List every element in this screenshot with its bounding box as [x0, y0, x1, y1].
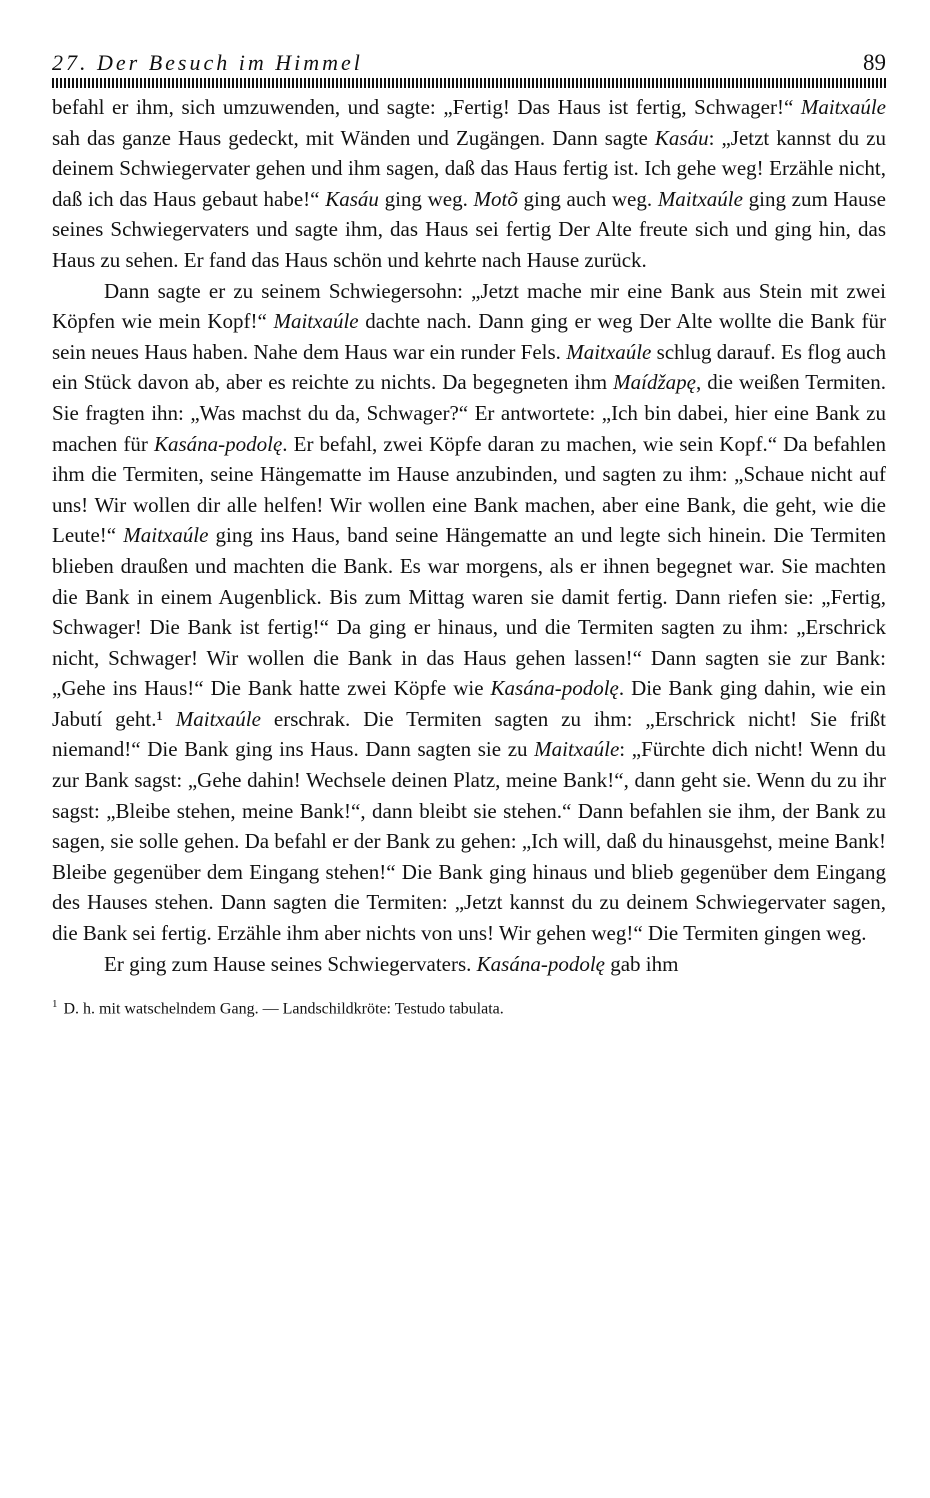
italic-name: Maitxaúle [175, 706, 261, 731]
body-text [52, 92, 886, 979]
text-run: : „Jetzt kannst du zu deinem Schwiegervater gehen und ihm sagen, daß das Haus fertig ist. Ich gehe weg! Erzähle nicht, daß ich das Haus gebaut habe!“ [52, 125, 886, 211]
text-run: ging auch weg. [517, 186, 658, 211]
paragraph [52, 949, 886, 980]
page-number: 89 [863, 50, 886, 75]
italic-name: Maitxaúle [123, 523, 209, 548]
text-run: gab ihm [604, 951, 679, 976]
paragraph [52, 276, 886, 949]
text-run: . Die Bank ging dahin, wie ein Jabutí geht.¹ [52, 676, 886, 731]
text-run: ging ins Haus, band seine Hängematte an und legte sich hinein. Die Termiten blieben draußen und machten die Bank. Es war morgens, als er ihnen begegnet war. Sie machten die Bank in einem Augenblick. Bis zum Mittag waren sie damit fertig. Dann riefen sie: „Fertig, Schwager! Die Bank ist fertig!“ Da ging er hinaus, und die Termiten sagten zu ihm: „Erschrick nicht, Schwager! Wir wollen die Bank in das Haus gehen lassen!“ Dann sagten sie zur Bank: „Gehe ins Haus!“ Die Bank hatte zwei Köpfe wie [52, 523, 887, 701]
italic-name: Kasána-podolę [476, 951, 605, 976]
italic-name: Maitxaúle [657, 186, 743, 211]
book-page [52, 50, 886, 1021]
text-run: schlug darauf. Es flog auch ein Stück davon ab, aber es reichte zu nichts. Da begegneten ihm [52, 339, 886, 395]
footnote-marker: 1 [52, 998, 58, 1011]
italic-name: Kasána-podolę [153, 431, 283, 456]
text-run: erschrak. Die Termiten sagten zu ihm: „Erschrick nicht! Sie frißt niemand!“ Die Bank ging ins Haus. Dann sagten sie zu [52, 706, 886, 762]
text-run: sah das ganze Haus gedeckt, mit Wänden und Zugängen. Dann sagte [52, 125, 655, 150]
text-run: ging zum Hause seines Schwiegervaters und sagte ihm, das Haus sei fertig Der Alte freute sich und ging hin, das Haus zu sehen. Er fand das Haus schön und kehrte nach Hause zurück. [52, 186, 886, 272]
paragraph [52, 92, 886, 276]
italic-name: Kasáu [654, 125, 709, 150]
footnote-text: D. h. mit watschelndem Gang. — Landschildkröte: Testudo tabulata. [63, 1000, 504, 1018]
text-run: befahl er ihm, sich umzuwenden, und sagte: „Fertig! Das Haus ist fertig, Schwager!“ [52, 95, 801, 119]
text-run: . Er befahl, zwei Köpfe daran zu machen, wie sein Kopf.“ Da befahlen ihm die Termiten, seine Hängematte im Hause anzubinden, und sagten zu ihm: „Schaue nicht auf uns! Wir wollen dir alle helfen! Wir wollen eine Bank machen, aber eine Bank, die geht, wie die Leute!“ [52, 431, 886, 548]
text-run: ging weg. [378, 186, 474, 211]
text-run: dachte nach. Dann ging er weg Der Alte wollte die Bank für sein neues Haus haben. Nahe dem Haus war ein runder Fels. [52, 309, 887, 364]
text-run: Er ging zum Hause seines Schwiegervaters. [104, 951, 477, 976]
text-run: Dann sagte er zu seinem Schwiegersohn: „Jetzt mache mir eine Bank aus Stein mit zwei Köpfen wie mein Kopf!“ [52, 278, 886, 334]
italic-name: Maitxaúle [273, 309, 359, 334]
header-rule [52, 78, 886, 88]
italic-name: Kasána-podolę [490, 676, 619, 701]
italic-name: Motõ [473, 186, 518, 211]
italic-name: Maitxaúle [534, 737, 620, 762]
italic-name: Maídžapę [613, 370, 696, 395]
italic-name: Kasáu [325, 186, 379, 211]
italic-name: Maitxaúle [566, 339, 652, 364]
italic-name: Maitxaúle [800, 95, 886, 119]
footnote [52, 993, 886, 1020]
text-run: : „Fürchte dich nicht! Wenn du zur Bank sagst: „Gehe dahin! Wechsele deinen Platz, meine Bank!“, dann geht sie. Wenn du zu ihr sagst: „Bleibe stehen, meine Bank!“, dann bleibt sie stehen.“ Dann befahlen sie ihm, der Bank zu sagen, sie solle gehen. Da befahl er der Bank zu gehen: „Ich will, daß du hinausgehst, meine Bank! Bleibe gegenüber dem Eingang stehen!“ Die Bank ging hinaus und blieb gegenüber dem Eingang des Hauses stehen. Dann sagten die Termiten: „Jetzt kannst du zu deinem Schwiegervater sagen, die Bank sei fertig. Erzähle ihm aber nichts von uns! Wir gehen weg!“ Die Termiten gingen weg. [52, 737, 886, 946]
chapter-title: 27. Der Besuch im Himmel [52, 50, 363, 75]
text-run: , die weißen Termiten. Sie fragten ihn: „Was machst du da, Schwager?“ Er antwortete: „Ich bin dabei, hier eine Bank zu machen für [52, 370, 887, 456]
running-header [52, 50, 886, 76]
